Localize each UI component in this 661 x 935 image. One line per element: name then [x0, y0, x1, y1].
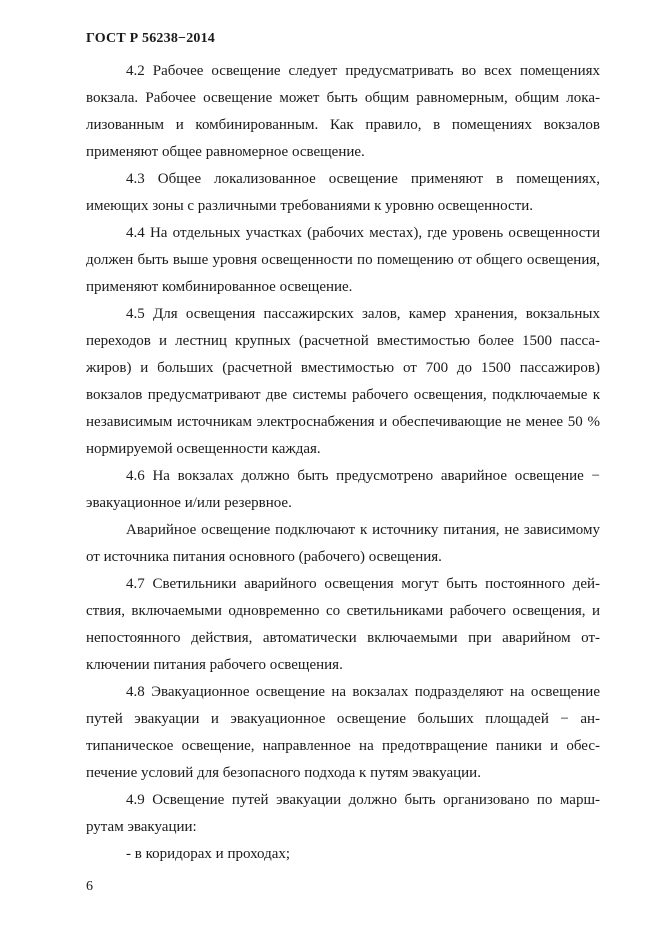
paragraph-4-7: 4.7 Светильники аварийного освещения могут быть постоянного действия, включаемыми одновременно со светильниками рабочего освещения, и непостоянного действия, автоматически включаемыми при аварийном отключении питания рабочего освещения.: [86, 576, 600, 673]
page-number: 6: [86, 879, 93, 894]
paragraph-4-6: 4.6 На вокзалах должно быть предусмотрено аварийное освещение − эвакуационное и/или резервное.: [86, 468, 600, 511]
paragraph-4-8: 4.8 Эвакуационное освещение на вокзалах подразделяют на освещение путей эвакуации и эвакуационное освещение больших площадей − антипаническое освещение, направленное на предотвращение паники и обеспечение условий для безопасного подхода к путям эвакуации.: [86, 684, 600, 781]
document-body: [86, 58, 600, 868]
paragraph-4-3: 4.3 Общее локализованное освещение применяют в помещениях, имеющих зоны с различными требованиями к уровню освещенности.: [86, 171, 600, 214]
paragraph-4-9: 4.9 Освещение путей эвакуации должно быть организовано по маршрутам эвакуации:: [86, 792, 600, 835]
paragraph-4-5: 4.5 Для освещения пассажирских залов, камер хранения, вокзальных переходов и лестниц крупных (расчетной вместимостью более 1500 пассажиров) и больших (расчетной вместимостью от 700 до 1500 пассажиров) вокзалов предусматривают две системы рабочего освещения, подключаемые к независимым источникам электроснабжения и обеспечивающие не менее 50 % нормируемой освещенности каждая.: [86, 306, 600, 457]
paragraph-4-4: 4.4 На отдельных участках (рабочих местах), где уровень освещенности должен быть выше уровня освещенности по помещению от общего освещения, применяют комбинированное освещение.: [86, 225, 600, 295]
paragraph-4-6-emergency: Аварийное освещение подключают к источнику питания, не зависимому от источника питания основного (рабочего) освещения.: [86, 522, 600, 565]
document-header: ГОСТ Р 56238−2014: [86, 31, 215, 46]
list-item-corridors: - в коридорах и проходах;: [126, 846, 291, 862]
paragraph-4-2: 4.2 Рабочее освещение следует предусматривать во всех помещениях вокзала. Рабочее освещение может быть общим равномерным, общим локализованным и комбинированным. Как правило, в помещениях вокзалов применяют общее равномерное освещение.: [86, 63, 600, 160]
